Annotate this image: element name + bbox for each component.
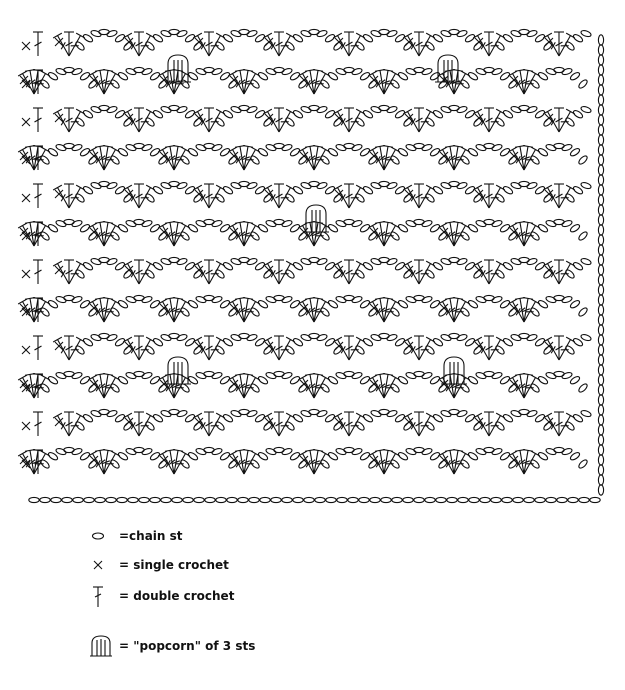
chain-stitch (598, 405, 603, 415)
chain-stitch (192, 41, 203, 52)
chain-stitch (577, 155, 588, 166)
chain-stitch (577, 459, 588, 470)
chain-stitch (282, 497, 292, 502)
double-crochet-stitch (33, 108, 43, 132)
chain-stitch (192, 421, 203, 432)
chain-stitch (507, 383, 518, 394)
chain-stitch (580, 29, 592, 37)
chain-stitch (598, 325, 603, 335)
chain-stitch (469, 497, 479, 502)
chain-stitch (381, 497, 391, 502)
chain-stitch (425, 497, 435, 502)
double-crochet-stitch (64, 260, 74, 284)
chain-stitch (472, 345, 483, 356)
double-crochet-stitch (204, 184, 214, 208)
double-crochet-stitch (484, 108, 494, 132)
chain-stitch (370, 497, 380, 502)
chain-stitch (598, 415, 603, 425)
chain-stitch (297, 383, 308, 394)
chain-stitch (598, 465, 603, 475)
chain-stitch (598, 425, 603, 435)
chain-stitch (598, 85, 603, 95)
double-crochet-icon (88, 584, 118, 608)
double-crochet-stitch (274, 412, 284, 436)
chain-stitch (414, 497, 424, 502)
chain-stitch (297, 155, 308, 166)
chain-stitch (62, 497, 72, 502)
double-crochet-stitch (414, 184, 424, 208)
double-crochet-stitch (274, 184, 284, 208)
chain-stitch (598, 295, 603, 305)
chain-stitch (507, 231, 518, 242)
chain-stitch (122, 421, 133, 432)
chain-stitch (437, 307, 448, 318)
chain-stitch (598, 135, 603, 145)
chain-stitch (359, 497, 369, 502)
chain-stitch (507, 79, 518, 90)
chain-stitch (577, 79, 588, 90)
double-crochet-stitch (414, 260, 424, 284)
chain-stitch (598, 35, 603, 45)
chain-stitch (238, 497, 248, 502)
chain-stitch (332, 269, 343, 280)
chain-stitch (598, 175, 603, 185)
chain-stitch (40, 497, 50, 502)
chain-stitch (598, 165, 603, 175)
chain-stitch (332, 193, 343, 204)
popcorn-icon (88, 634, 118, 658)
chain-stitch (580, 333, 592, 341)
double-crochet-stitch (484, 412, 494, 436)
double-crochet-stitch (134, 260, 144, 284)
chain-stitch (95, 497, 105, 502)
chain-stitch (598, 285, 603, 295)
legend (88, 522, 488, 682)
chart-symbols-layer (18, 29, 603, 502)
chain-stitch (513, 497, 523, 502)
chain-stitch (304, 497, 314, 502)
chain-stitch (117, 497, 127, 502)
double-crochet-stitch (344, 32, 354, 56)
chain-stitch (122, 345, 133, 356)
double-crochet-stitch (344, 184, 354, 208)
chain-stitch (157, 155, 168, 166)
legend-label-chain: =chain st (119, 529, 183, 543)
chain-stitch (437, 79, 448, 90)
chain-stitch (598, 235, 603, 245)
chain-stitch (524, 497, 534, 502)
chain-stitch (227, 231, 238, 242)
chain-stitch (192, 117, 203, 128)
chain-stitch (157, 307, 168, 318)
chain-stitch (480, 497, 490, 502)
chain-stitch (542, 269, 553, 280)
chain-stitch (580, 105, 592, 113)
chain-stitch (87, 155, 98, 166)
chain-stitch (297, 307, 308, 318)
double-crochet-stitch (554, 412, 564, 436)
chain-stitch (227, 497, 237, 502)
chain-stitch (332, 41, 343, 52)
chain-stitch (87, 231, 98, 242)
chain-stitch (194, 497, 204, 502)
chain-stitch (598, 65, 603, 75)
chain-stitch (73, 497, 83, 502)
chain-stitch (598, 145, 603, 155)
chain-stitch (271, 497, 281, 502)
double-crochet-stitch (484, 260, 494, 284)
legend-label-popcorn: = "popcorn" of 3 sts (119, 639, 256, 653)
chain-stitch (598, 365, 603, 375)
chain-stitch (580, 181, 592, 189)
chain-stitch (367, 383, 378, 394)
legend-label-double-crochet: = double crochet (119, 589, 235, 603)
chain-stitch (598, 205, 603, 215)
chain-stitch (367, 231, 378, 242)
chain-stitch (598, 195, 603, 205)
double-crochet-stitch (64, 336, 74, 360)
chain-stitch (598, 115, 603, 125)
chain-stitch (577, 231, 588, 242)
chain-stitch (580, 409, 592, 417)
chain-stitch (403, 497, 413, 502)
chain-stitch (227, 79, 238, 90)
double-crochet-stitch (554, 260, 564, 284)
chain-stitch (227, 459, 238, 470)
chain-stitch (262, 193, 273, 204)
chain-stitch (192, 193, 203, 204)
chain-stitch (598, 125, 603, 135)
chain-stitch (598, 385, 603, 395)
double-crochet-stitch (484, 336, 494, 360)
chain-stitch (402, 41, 413, 52)
chain-stitch (139, 497, 149, 502)
double-crochet-stitch (344, 108, 354, 132)
single-crochet-stitch (22, 422, 30, 430)
chain-stitch (315, 497, 325, 502)
chain-stitch (472, 193, 483, 204)
chain-stitch (542, 117, 553, 128)
double-crochet-stitch (274, 260, 284, 284)
chain-stitch (29, 497, 39, 502)
chain-oval-icon (88, 524, 118, 548)
chain-stitch (150, 497, 160, 502)
chain-stitch (491, 497, 501, 502)
chain-stitch (106, 497, 116, 502)
chain-stitch (598, 395, 603, 405)
double-crochet-stitch (274, 336, 284, 360)
chain-stitch (598, 275, 603, 285)
chain-stitch (598, 435, 603, 445)
double-crochet-stitch (134, 184, 144, 208)
double-crochet-stitch (134, 336, 144, 360)
chain-stitch (507, 155, 518, 166)
double-crochet-stitch (33, 260, 43, 284)
double-crochet-stitch (204, 108, 214, 132)
chain-stitch (205, 497, 215, 502)
chain-stitch (598, 305, 603, 315)
chain-stitch (402, 421, 413, 432)
chain-stitch (502, 497, 512, 502)
chain-stitch (598, 345, 603, 355)
chain-stitch (557, 497, 567, 502)
chain-stitch (598, 445, 603, 455)
chain-stitch (436, 497, 446, 502)
popcorn-stitch (165, 55, 191, 82)
chain-stitch (598, 55, 603, 65)
chain-stitch (598, 95, 603, 105)
chain-stitch (598, 375, 603, 385)
single-crochet-stitch (22, 270, 30, 278)
popcorn-stitch (165, 357, 191, 384)
chain-stitch (598, 455, 603, 465)
chain-stitch (122, 193, 133, 204)
chain-stitch (598, 45, 603, 55)
chain-stitch (87, 307, 98, 318)
chain-stitch (402, 269, 413, 280)
chain-stitch (577, 307, 588, 318)
double-crochet-stitch (554, 32, 564, 56)
single-crochet-stitch (22, 42, 30, 50)
double-crochet-stitch (33, 412, 43, 436)
chain-stitch (332, 421, 343, 432)
chain-stitch (598, 185, 603, 195)
chain-stitch (157, 459, 168, 470)
double-crochet-stitch (554, 336, 564, 360)
double-crochet-stitch (484, 184, 494, 208)
chain-stitch (227, 383, 238, 394)
chain-stitch (172, 497, 182, 502)
chain-stitch (598, 225, 603, 235)
chain-stitch (192, 345, 203, 356)
chain-stitch (367, 155, 378, 166)
chain-stitch (260, 497, 270, 502)
chain-stitch (598, 315, 603, 325)
double-crochet-stitch (64, 412, 74, 436)
chain-stitch (580, 257, 592, 265)
double-crochet-stitch (64, 108, 74, 132)
chain-stitch (590, 497, 600, 502)
double-crochet-stitch (33, 184, 43, 208)
double-crochet-stitch (134, 108, 144, 132)
double-crochet-stitch (204, 336, 214, 360)
double-crochet-stitch (274, 32, 284, 56)
chain-stitch (367, 307, 378, 318)
chain-stitch (367, 79, 378, 90)
double-crochet-stitch (64, 184, 74, 208)
chain-stitch (337, 497, 347, 502)
double-crochet-stitch (33, 32, 43, 56)
chain-stitch (507, 307, 518, 318)
chain-stitch (249, 497, 259, 502)
single-crochet-stitch (22, 346, 30, 354)
double-crochet-stitch (414, 412, 424, 436)
chain-stitch (262, 345, 273, 356)
chain-stitch (472, 421, 483, 432)
double-crochet-stitch (204, 260, 214, 284)
chain-stitch (458, 497, 468, 502)
double-crochet-stitch (204, 32, 214, 56)
chain-stitch (297, 459, 308, 470)
chain-stitch (577, 383, 588, 394)
chain-stitch (542, 345, 553, 356)
chain-stitch (402, 117, 413, 128)
double-crochet-stitch (274, 108, 284, 132)
chain-stitch (598, 155, 603, 165)
chain-stitch (546, 497, 556, 502)
chain-stitch (437, 231, 448, 242)
double-crochet-stitch (344, 412, 354, 436)
chain-stitch (326, 497, 336, 502)
chain-stitch (535, 497, 545, 502)
double-crochet-stitch (134, 32, 144, 56)
chain-stitch (157, 79, 168, 90)
chain-stitch (437, 459, 448, 470)
double-crochet-stitch (344, 336, 354, 360)
chain-stitch (348, 497, 358, 502)
chain-stitch (87, 459, 98, 470)
chain-stitch (262, 421, 273, 432)
chain-stitch (227, 307, 238, 318)
legend-label-single-crochet: = single crochet (119, 558, 229, 572)
chain-stitch (262, 117, 273, 128)
popcorn-stitch (303, 205, 329, 232)
chain-stitch (472, 269, 483, 280)
double-crochet-stitch (134, 412, 144, 436)
chain-stitch (122, 117, 133, 128)
chain-stitch (128, 497, 138, 502)
chain-stitch (568, 497, 578, 502)
chain-stitch (367, 459, 378, 470)
chain-stitch (51, 497, 61, 502)
chain-stitch (542, 421, 553, 432)
chain-stitch (507, 459, 518, 470)
chain-stitch (84, 497, 94, 502)
double-crochet-stitch (484, 32, 494, 56)
double-crochet-stitch (204, 412, 214, 436)
chain-stitch (437, 155, 448, 166)
chain-stitch (297, 79, 308, 90)
chain-stitch (122, 269, 133, 280)
double-crochet-stitch (344, 260, 354, 284)
chain-stitch (392, 497, 402, 502)
chain-stitch (579, 497, 589, 502)
chain-stitch (598, 215, 603, 225)
single-crochet-stitch (22, 194, 30, 202)
popcorn-stitch (441, 357, 467, 384)
chain-stitch (598, 265, 603, 275)
chain-stitch (227, 155, 238, 166)
chain-stitch (472, 117, 483, 128)
chain-stitch (216, 497, 226, 502)
chain-stitch (122, 41, 133, 52)
single-crochet-stitch (22, 118, 30, 126)
chain-stitch (183, 497, 193, 502)
double-crochet-stitch (554, 108, 564, 132)
chain-stitch (293, 497, 303, 502)
chain-stitch (472, 41, 483, 52)
chain-stitch (598, 355, 603, 365)
chain-stitch (598, 245, 603, 255)
chain-stitch (87, 79, 98, 90)
double-crochet-stitch (414, 108, 424, 132)
chain-stitch (542, 41, 553, 52)
chain-stitch (598, 475, 603, 485)
double-crochet-stitch (414, 336, 424, 360)
chain-stitch (192, 269, 203, 280)
chain-stitch (161, 497, 171, 502)
chain-stitch (598, 75, 603, 85)
double-crochet-stitch (33, 336, 43, 360)
chain-stitch (262, 41, 273, 52)
cross-icon (88, 553, 118, 577)
chain-stitch (598, 105, 603, 115)
chain-stitch (87, 383, 98, 394)
double-crochet-stitch (414, 32, 424, 56)
chain-stitch (332, 345, 343, 356)
chain-stitch (598, 255, 603, 265)
chain-stitch (598, 335, 603, 345)
chain-stitch (402, 193, 413, 204)
chain-stitch (598, 485, 603, 495)
double-crochet-stitch (64, 32, 74, 56)
chain-stitch (157, 231, 168, 242)
chain-stitch (542, 193, 553, 204)
chain-stitch (262, 269, 273, 280)
double-crochet-stitch (554, 184, 564, 208)
chain-stitch (447, 497, 457, 502)
chain-stitch (402, 345, 413, 356)
chain-stitch (332, 117, 343, 128)
